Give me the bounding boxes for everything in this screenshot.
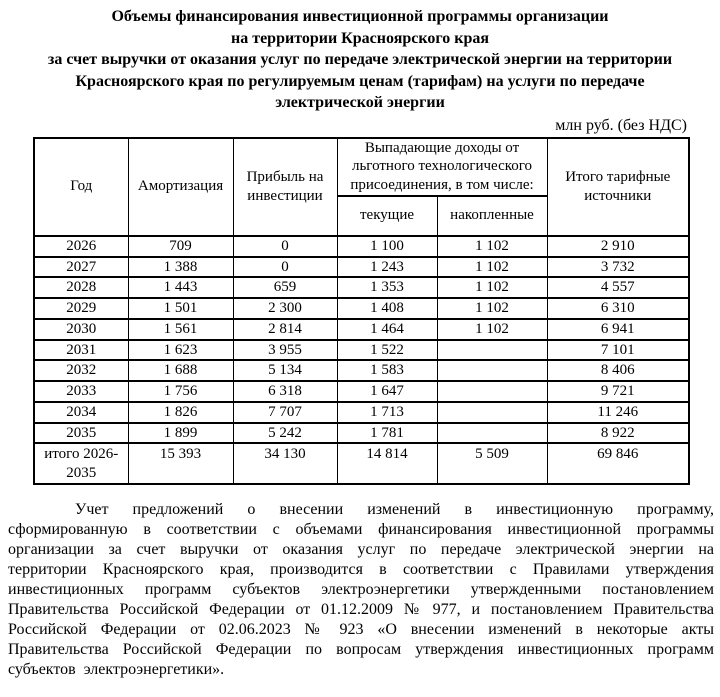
grand-total-cell: 69 846 [547, 443, 689, 484]
amortization-total-cell: 15 393 [128, 443, 233, 484]
column-header-amortization: Амортизация [128, 138, 233, 236]
accumulated-cell [437, 340, 547, 361]
table-row-2030 [34, 319, 689, 340]
total-cell: 8 406 [547, 360, 689, 381]
current-cell: 1 583 [337, 360, 437, 381]
table-row-2026 [34, 236, 689, 257]
document-title-line: Объемы финансирования инвестиционной программы организации [111, 8, 609, 25]
units-note: млн руб. (без НДС) [555, 116, 687, 134]
table-row-2028 [34, 277, 689, 298]
document-title [0, 0, 720, 114]
financing-table [33, 137, 690, 485]
total-cell: 2 910 [547, 236, 689, 257]
column-header-year: Год [34, 138, 128, 236]
table-header-row [34, 138, 689, 196]
current-cell: 1 100 [337, 236, 437, 257]
profit-cell: 7 707 [233, 402, 337, 423]
year-cell: 2033 [34, 381, 128, 402]
year-cell: 2029 [34, 298, 128, 319]
total-row-label: итого 2026-2035 [34, 443, 128, 484]
year-cell: 2027 [34, 257, 128, 278]
amortization-cell: 1 388 [128, 257, 233, 278]
total-cell: 3 732 [547, 257, 689, 278]
column-header-profit: Прибыль на инвестиции [233, 138, 337, 236]
year-cell: 2028 [34, 277, 128, 298]
amortization-cell: 1 899 [128, 423, 233, 444]
current-cell: 1 647 [337, 381, 437, 402]
column-header-accumulated: накопленные [437, 196, 547, 236]
accumulated-cell [437, 381, 547, 402]
table-row-2033 [34, 381, 689, 402]
profit-cell: 5 242 [233, 423, 337, 444]
total-cell: 9 721 [547, 381, 689, 402]
table-row-2035 [34, 423, 689, 444]
profit-cell: 0 [233, 236, 337, 257]
current-cell: 1 781 [337, 423, 437, 444]
profit-total-cell: 34 130 [233, 443, 337, 484]
table-row-2027 [34, 257, 689, 278]
year-cell: 2034 [34, 402, 128, 423]
table-row-2034 [34, 402, 689, 423]
amortization-cell: 1 756 [128, 381, 233, 402]
accumulated-cell: 1 102 [437, 319, 547, 340]
current-cell: 1 464 [337, 319, 437, 340]
current-total-cell: 14 814 [337, 443, 437, 484]
profit-cell: 3 955 [233, 340, 337, 361]
column-header-group-lost-income: Выпадающие доходы от льготного технологического присоединения, в том числе: [337, 138, 547, 196]
accumulated-cell: 1 102 [437, 277, 547, 298]
amortization-cell: 1 443 [128, 277, 233, 298]
total-cell: 7 101 [547, 340, 689, 361]
total-cell: 4 557 [547, 277, 689, 298]
table-row-2031 [34, 340, 689, 361]
accumulated-cell: 1 102 [437, 257, 547, 278]
current-cell: 1 408 [337, 298, 437, 319]
body-paragraph: Учет предложений о внесении изменений в инвестиционную программу, сформированную в соответствии с объемами финансирования инвестиционной программы организации за счет выручки от оказания услуг по передаче электрической энергии на территории Красноярского края, производится в соответствии с Правилами утверждения инвестиционных программ субъектов электроэнергетики утвержденными постановлением Правительства Российской Федерации от 01.12.2009 № 977, и постановлением Правительства Российской Федерации от 02.06.2023 № 923 «О внесении изменений в некоторые акты Правительства Российской Федерации по вопросам утверждения инвестиционных программ субъектов электроэнергетики». [8, 500, 714, 678]
current-cell: 1 713 [337, 402, 437, 423]
year-cell: 2026 [34, 236, 128, 257]
profit-cell: 659 [233, 277, 337, 298]
accumulated-cell: 1 102 [437, 236, 547, 257]
document-title-line: Красноярского края по регулируемым ценам (тарифам) на услуги по передаче [75, 72, 645, 90]
accumulated-cell [437, 423, 547, 444]
total-cell: 6 310 [547, 298, 689, 319]
amortization-cell: 1 561 [128, 319, 233, 340]
amortization-cell: 1 501 [128, 298, 233, 319]
current-cell: 1 243 [337, 257, 437, 278]
column-header-current: текущие [337, 196, 437, 236]
accumulated-cell [437, 360, 547, 381]
profit-cell: 2 814 [233, 319, 337, 340]
table-row-2029 [34, 298, 689, 319]
total-cell: 6 941 [547, 319, 689, 340]
accumulated-cell [437, 402, 547, 423]
total-cell: 11 246 [547, 402, 689, 423]
profit-cell: 6 318 [233, 381, 337, 402]
current-cell: 1 353 [337, 277, 437, 298]
table-row-total [34, 443, 689, 484]
current-cell: 1 522 [337, 340, 437, 361]
document-title-line: на территории Красноярского края [231, 29, 489, 47]
amortization-cell: 1 826 [128, 402, 233, 423]
accumulated-cell: 1 102 [437, 298, 547, 319]
year-cell: 2031 [34, 340, 128, 361]
amortization-cell: 709 [128, 236, 233, 257]
year-cell: 2030 [34, 319, 128, 340]
profit-cell: 2 300 [233, 298, 337, 319]
accumulated-total-cell: 5 509 [437, 443, 547, 484]
profit-cell: 5 134 [233, 360, 337, 381]
amortization-cell: 1 688 [128, 360, 233, 381]
year-cell: 2035 [34, 423, 128, 444]
profit-cell: 0 [233, 257, 337, 278]
total-cell: 8 922 [547, 423, 689, 444]
table-row-2032 [34, 360, 689, 381]
document-title-line: за счет выручки от оказания услуг по передаче электрической энергии на территории [47, 51, 673, 68]
amortization-cell: 1 623 [128, 340, 233, 361]
column-header-total: Итого тарифные источники [547, 138, 689, 236]
document-title-line: электрической энергии [275, 94, 445, 111]
year-cell: 2032 [34, 360, 128, 381]
